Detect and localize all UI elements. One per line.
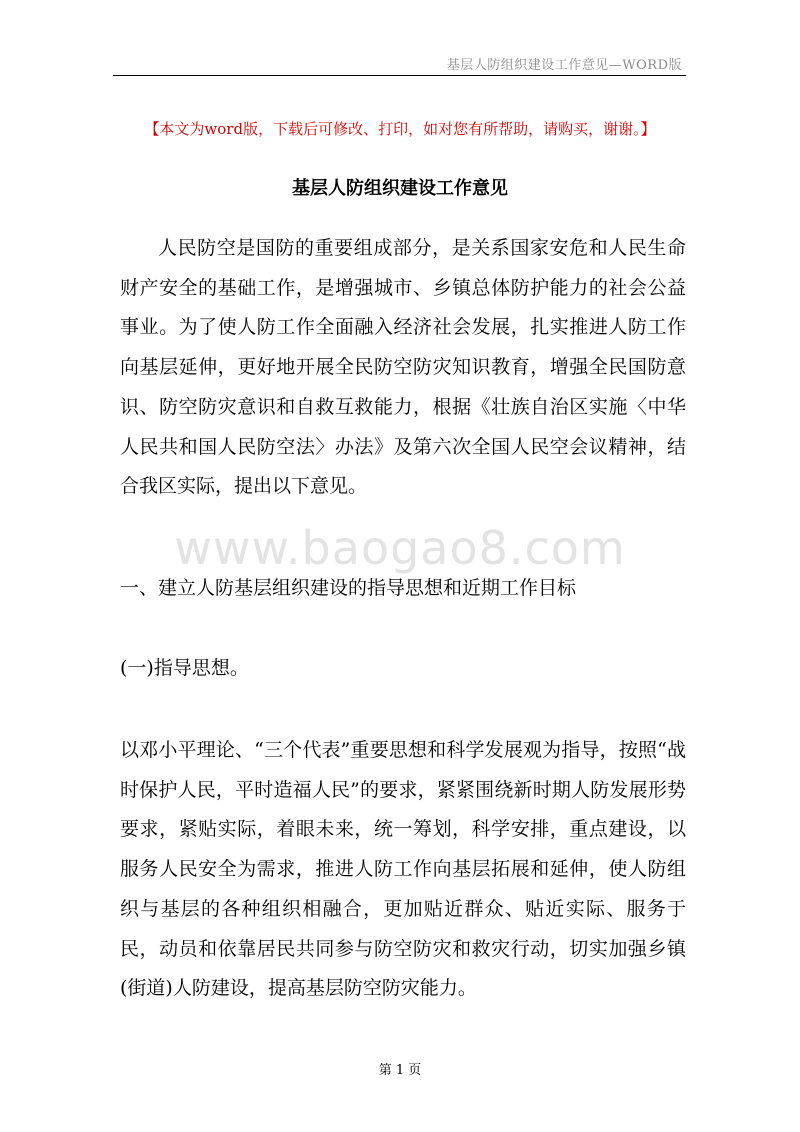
subsection-heading: (一)指导思想。 <box>120 657 249 679</box>
document-title: 基层人防组织建设工作意见 <box>292 178 508 199</box>
section-heading: 一、建立人防基层组织建设的指导思想和近期工作目标 <box>120 577 577 599</box>
page-header-text: 基层人防组织建设工作意见—WORD版 <box>446 58 682 73</box>
intro-paragraph: 人民防空是国防的重要组成部分，是关系国家安危和人民生命财产安全的基础工作，是增强城市、乡镇总体防护能力的社会公益事业。为了使人防工作全面融入经济社会发展，扎实推进人防工作向基层延伸，更好地开展全民防空防灾知识教育，增强全民国防意识、防空防灾意识和自救互救能力，根据《壮族自治区实施〈中华人民共和国人民防空法〉办法》及第六次全国人民空会议精神，结合我区实际，提出以下意见。 <box>120 237 686 498</box>
site-watermark: www.baogao8.com <box>174 521 626 575</box>
purchase-notice: 【本文为word版，下载后可修改、打印，如对您有所帮助，请购买，谢谢。】 <box>144 120 656 138</box>
page-number: 第 1 页 <box>378 1063 422 1078</box>
guiding-ideology-paragraph: 以邓小平理论、“三个代表”重要思想和科学发展观为指导，按照“战时保护人民，平时造福人民”的要求，紧紧围绕新时期人防发展形势要求，紧贴实际，着眼未来，统一筹划，科学安排，重点建设，以服务人民安全为需求，推进人防工作向基层拓展和延伸，使人防组织与基层的各种组织相融合，更加贴近群众、贴近实际、服务于民，动员和依靠居民共同参与防空防灾和救灾行动，切实加强乡镇(街道)人防建设，提高基层防空防灾能力。 <box>120 739 686 1000</box>
header-divider <box>113 75 686 76</box>
